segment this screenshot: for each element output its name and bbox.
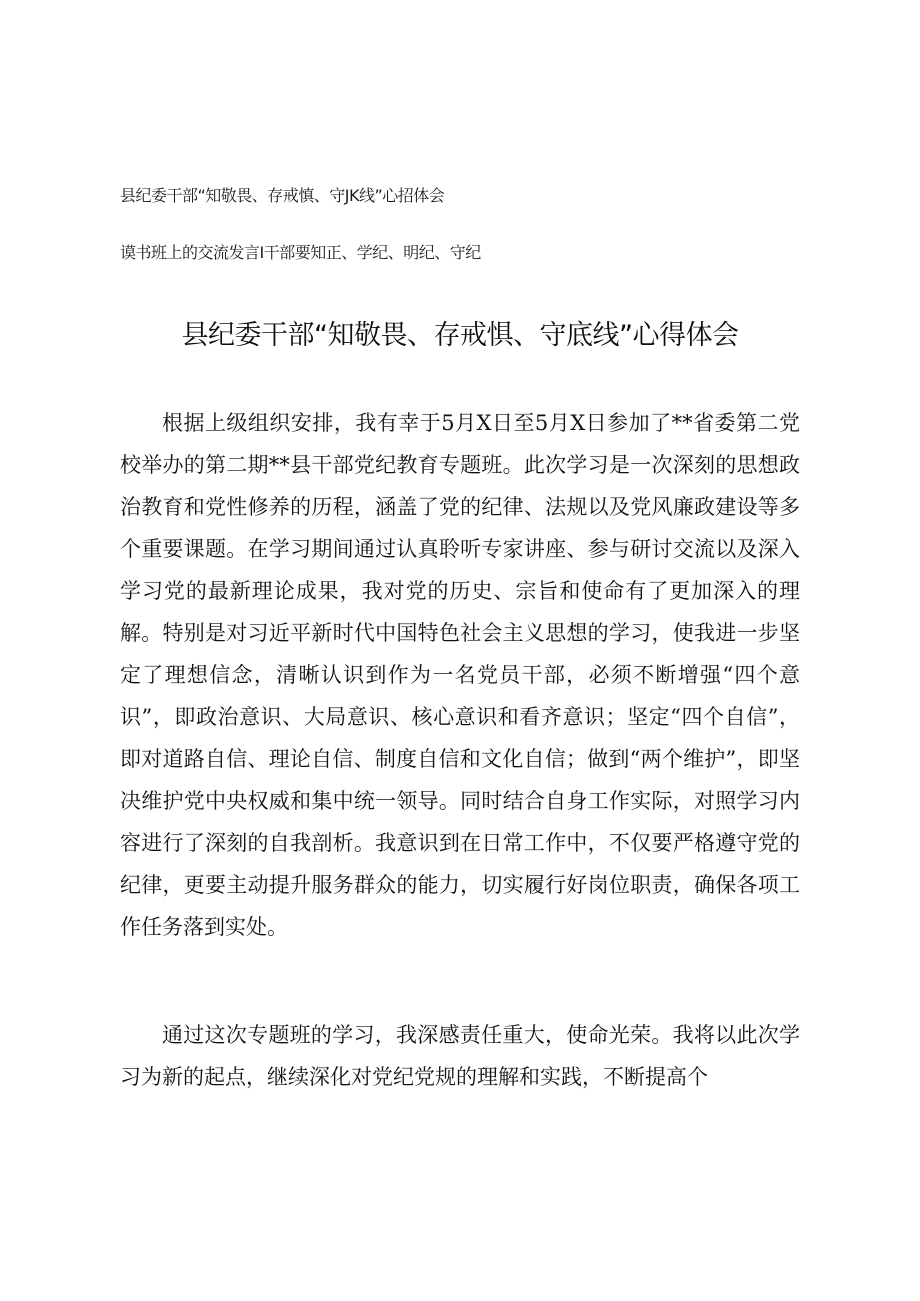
toc-entry-2: 谟书班上的交流发言I干部要知正、学纪、明纪、守纪 <box>120 243 481 262</box>
body-paragraph-1: 根据上级组织安排，我有幸于5月X日至5月X日参加了**省委第二党校举办的第二期**县干部党纪教育专题班。此次学习是一次深刻的思想政治教育和党性修养的历程，涵盖了党的纪律、法规以及党风廉政建设等多个重要课题。在学习期间通过认真聆听专家讲座、参与研讨交流以及深入学习党的最新理论成果，我对党的历史、宗旨和使命有了更加深入的理解。特别是对习近平新时代中国特色社会主义思想的学习，使我进一步坚定了理想信念，清晰认识到作为一名党员干部，必须不断增强“四个意识”，即政治意识、大局意识、核心意识和看齐意识；坚定“四个自信”，即对道路自信、理论自信、制度自信和文化自信；做到“两个维护”，即坚决维护党中央权威和集中统一领导。同时结合自身工作实际，对照学习内容进行了深刻的自我剖析。我意识到在日常工作中，不仅要严格遵守党的纪律，更要主动提升服务群众的能力，切实履行好岗位职责，确保各项工作任务落到实处。 <box>120 411 800 939</box>
document-title: 县纪委干部“知敬畏、存戒惧、守底线”心得体会 <box>181 320 739 351</box>
toc-entry-1: 县纪委干部“知敬畏、存戒慎、守JK线”心招体会 <box>120 186 445 205</box>
body-paragraph-2: 通过这次专题班的学习，我深感责任重大，使命光荣。我将以此次学习为新的起点，继续深化对党纪党规的理解和实践，不断提高个 <box>120 1023 800 1089</box>
